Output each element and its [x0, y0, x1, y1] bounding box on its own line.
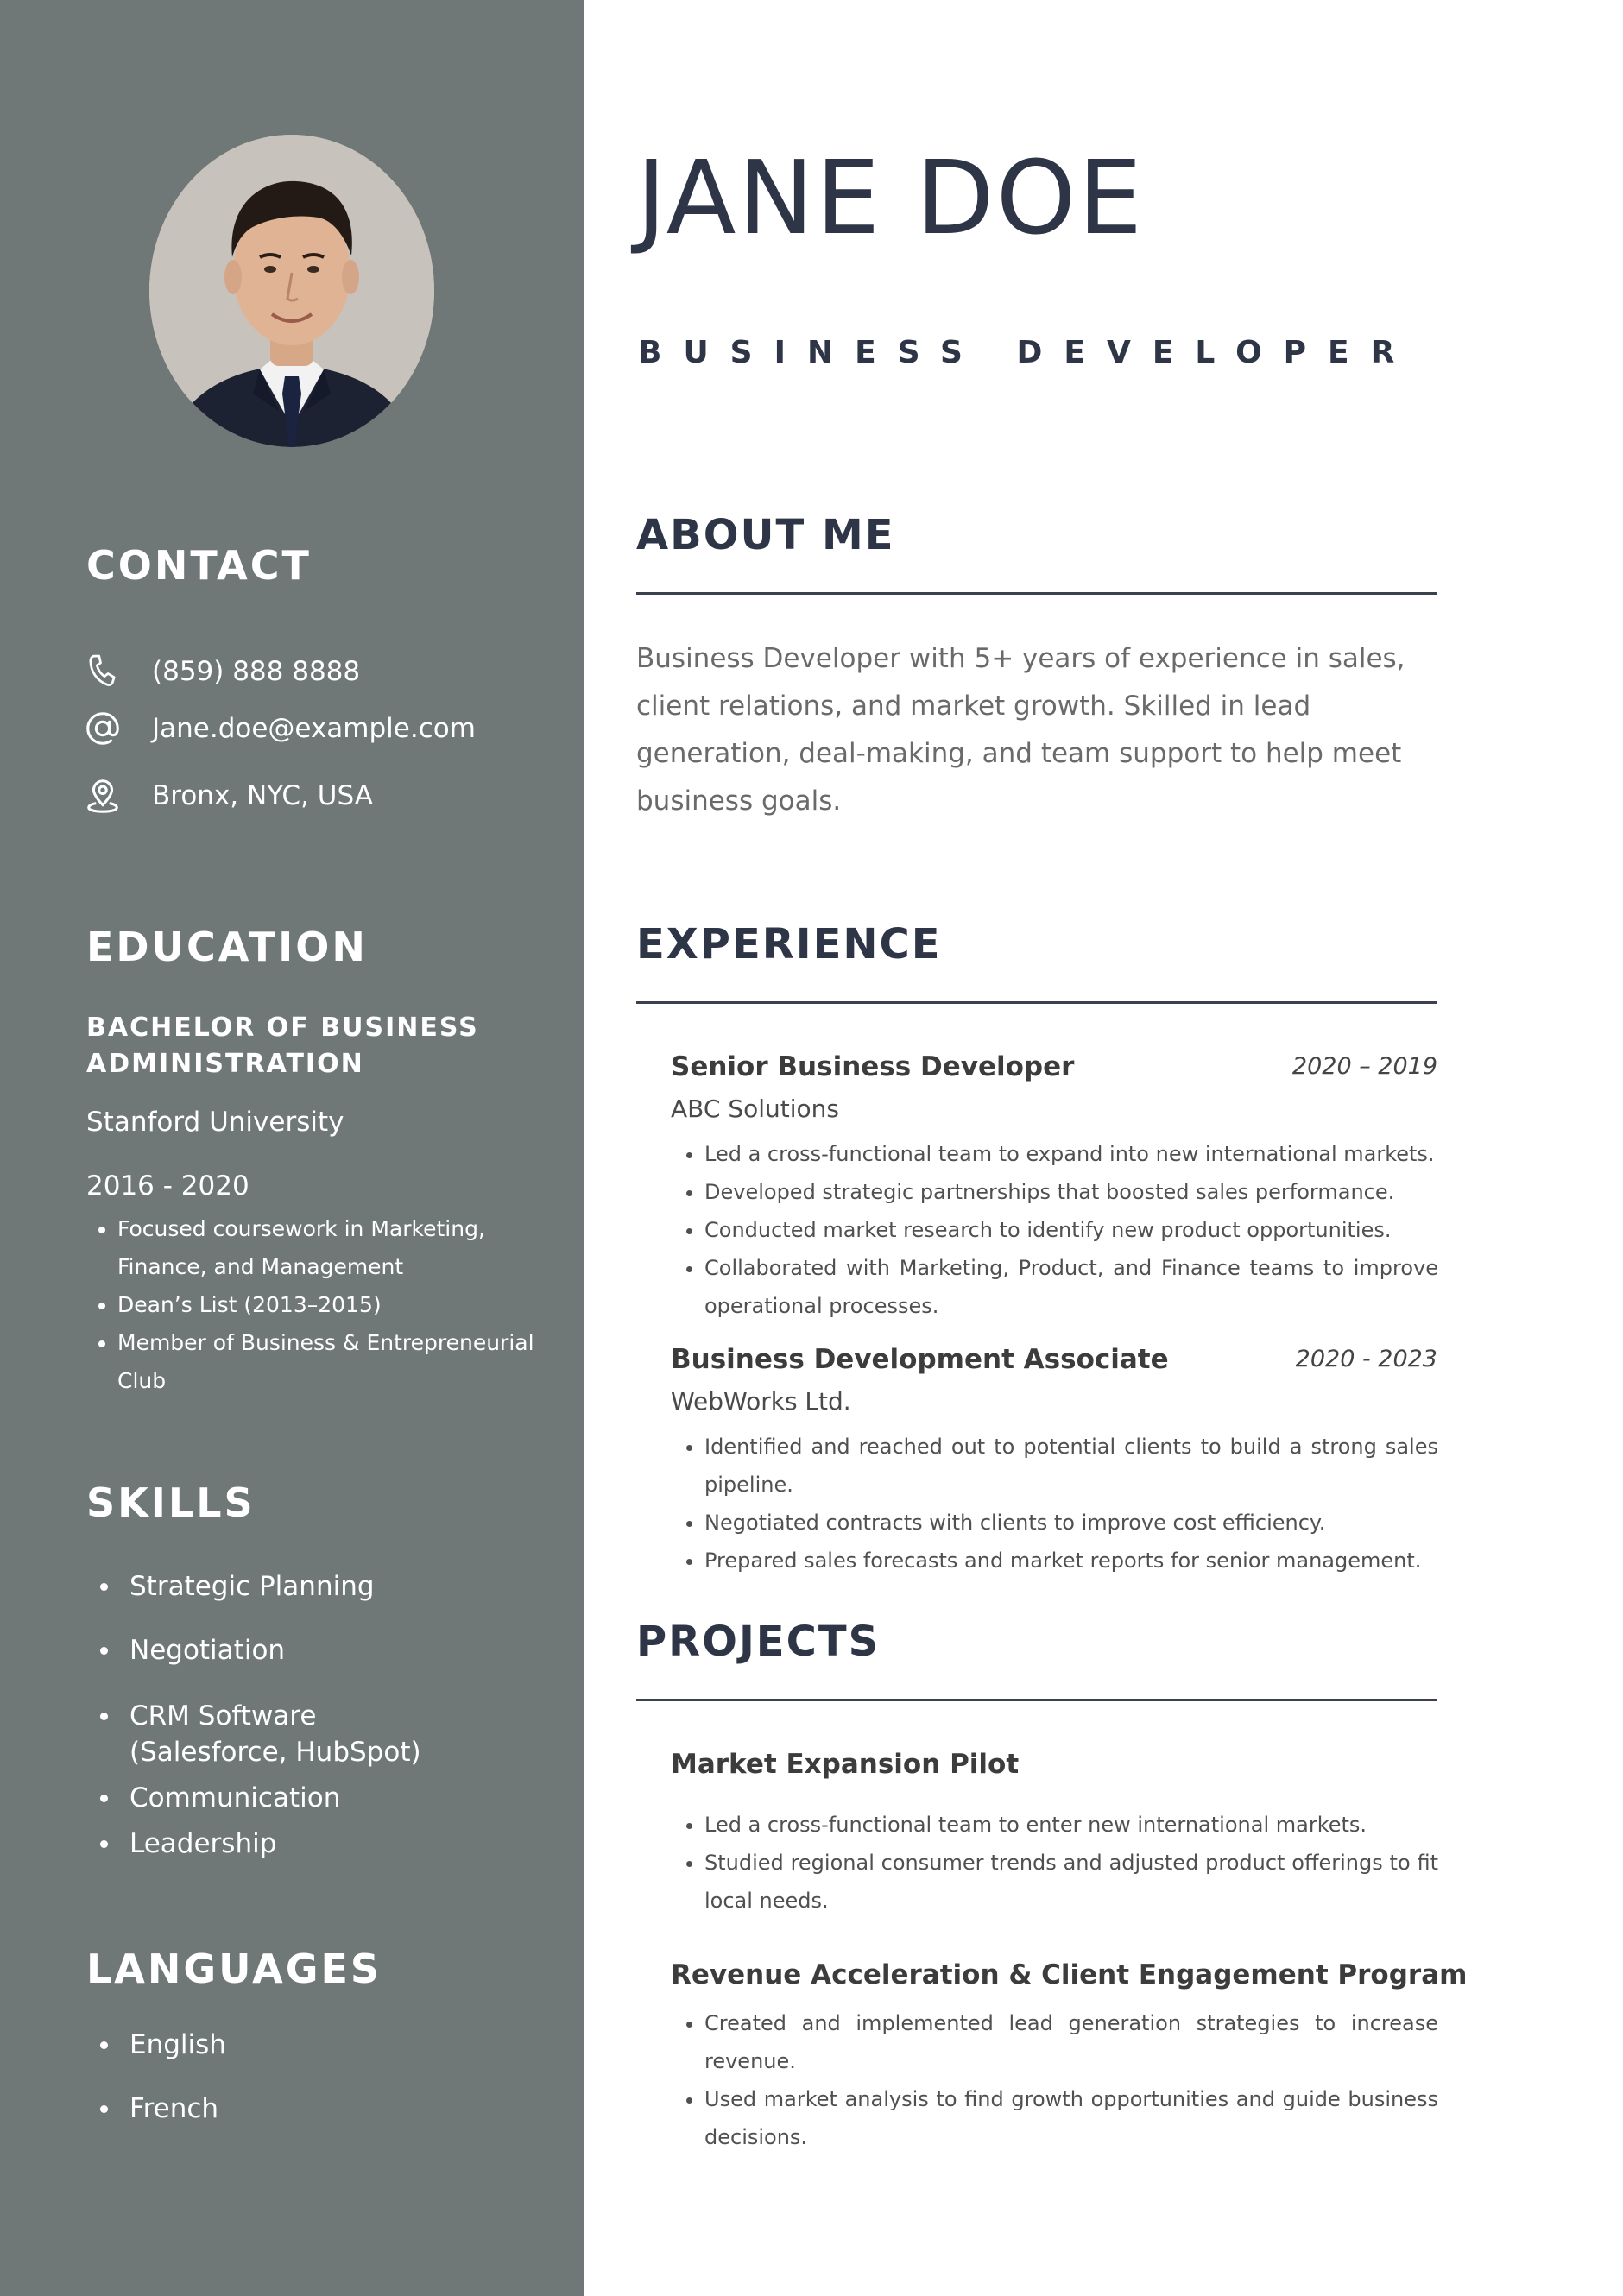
section-divider — [636, 1001, 1437, 1004]
project-title: Market Expansion Pilot — [671, 1749, 1020, 1780]
person-name: JANE DOE — [636, 138, 1145, 257]
skills-heading: SKILLS — [86, 1479, 256, 1526]
skill-item: Negotiation — [86, 1632, 285, 1669]
job-bullets — [671, 1135, 1438, 1325]
contact-phone: (859) 888 8888 — [152, 656, 361, 687]
list-item: • Focused coursework in Marketing, Finance, and Management — [117, 1210, 540, 1286]
about-text: Business Developer with 5+ years of experience in sales, client relations, and market growth. Skilled in lead generation, deal-making, and team support to help meet business goals. — [636, 643, 1405, 817]
list-item: • Conducted market research to identify new product opportunities. — [704, 1211, 1438, 1249]
list-item: • Developed strategic partnerships that boosted sales performance. — [704, 1173, 1438, 1211]
project-title: Revenue Acceleration & Client Engagement Program — [671, 1959, 1468, 1990]
list-item: • Dean’s List (2013–2015) — [117, 1286, 540, 1324]
job-role: BUSINESS DEVELOPER — [638, 335, 1417, 370]
sidebar — [0, 0, 584, 2296]
list-item: • Collaborated with Marketing, Product, and Finance teams to improve operational processes. — [704, 1249, 1438, 1325]
language-item: French — [86, 2091, 218, 2128]
list-item: • Prepared sales forecasts and market reports for senior management. — [704, 1542, 1438, 1580]
list-item: • Negotiated contracts with clients to improve cost efficiency. — [704, 1504, 1438, 1542]
section-divider — [636, 1699, 1437, 1701]
list-item: • Led a cross-functional team to enter new international markets. — [704, 1806, 1438, 1844]
contact-location-row — [83, 770, 373, 822]
at-sign-icon — [83, 709, 123, 748]
list-item: • Used market analysis to find growth opportunities and guide business decisions. — [704, 2080, 1438, 2156]
section-divider — [636, 592, 1437, 595]
job-title: Business Development Associate — [671, 1344, 1169, 1375]
list-item: • Studied regional consumer trends and adjusted product offerings to fit local needs. — [704, 1844, 1438, 1920]
company-name: ABC Solutions — [671, 1094, 839, 1123]
job-dates: 2020 – 2019 — [1291, 1053, 1437, 1080]
list-item: • Led a cross-functional team to expand into new international markets. — [704, 1135, 1438, 1173]
projects-heading: PROJECTS — [636, 1618, 881, 1666]
education-heading: EDUCATION — [86, 924, 368, 970]
experience-heading: EXPERIENCE — [636, 920, 942, 968]
language-item: English — [86, 2027, 226, 2064]
skill-item: Communication — [86, 1780, 340, 1817]
skill-item-continued: (Salesforce, HubSpot) — [129, 1737, 421, 1768]
company-name: WebWorks Ltd. — [671, 1387, 851, 1416]
profile-photo — [149, 135, 434, 447]
list-item: • Member of Business & Entrepreneurial Club — [117, 1324, 540, 1400]
contact-heading: CONTACT — [86, 542, 312, 589]
languages-heading: LANGUAGES — [86, 1946, 382, 1992]
education-years: 2016 - 2020 — [86, 1170, 249, 1202]
list-item: • Created and implemented lead generation strategies to increase revenue. — [704, 2004, 1438, 2080]
skill-item: Strategic Planning — [86, 1568, 375, 1605]
portrait-image — [149, 135, 434, 447]
about-heading: ABOUT ME — [636, 511, 895, 559]
list-item: • Identified and reached out to potential clients to build a strong sales pipeline. — [704, 1428, 1438, 1504]
job-title: Senior Business Developer — [671, 1051, 1075, 1082]
project-bullets — [671, 1806, 1438, 1920]
phone-icon — [83, 652, 123, 691]
contact-email-row — [83, 703, 476, 754]
job-dates: 2020 - 2023 — [1295, 1346, 1437, 1372]
job-bullets — [671, 1428, 1438, 1580]
contact-phone-row — [83, 646, 360, 697]
skill-item: CRM Software — [86, 1698, 316, 1735]
main-content — [584, 0, 1623, 2296]
project-bullets — [671, 2004, 1438, 2156]
education-school: Stanford University — [86, 1107, 344, 1138]
skill-item: Leadership — [86, 1826, 276, 1863]
education-degree: BACHELOR OF BUSINESS ADMINISTRATION — [86, 1012, 479, 1079]
contact-email[interactable]: Jane.doe@example.com — [152, 713, 476, 744]
map-pin-icon — [83, 776, 123, 816]
contact-location: Bronx, NYC, USA — [152, 780, 373, 811]
education-highlights — [86, 1210, 540, 1400]
